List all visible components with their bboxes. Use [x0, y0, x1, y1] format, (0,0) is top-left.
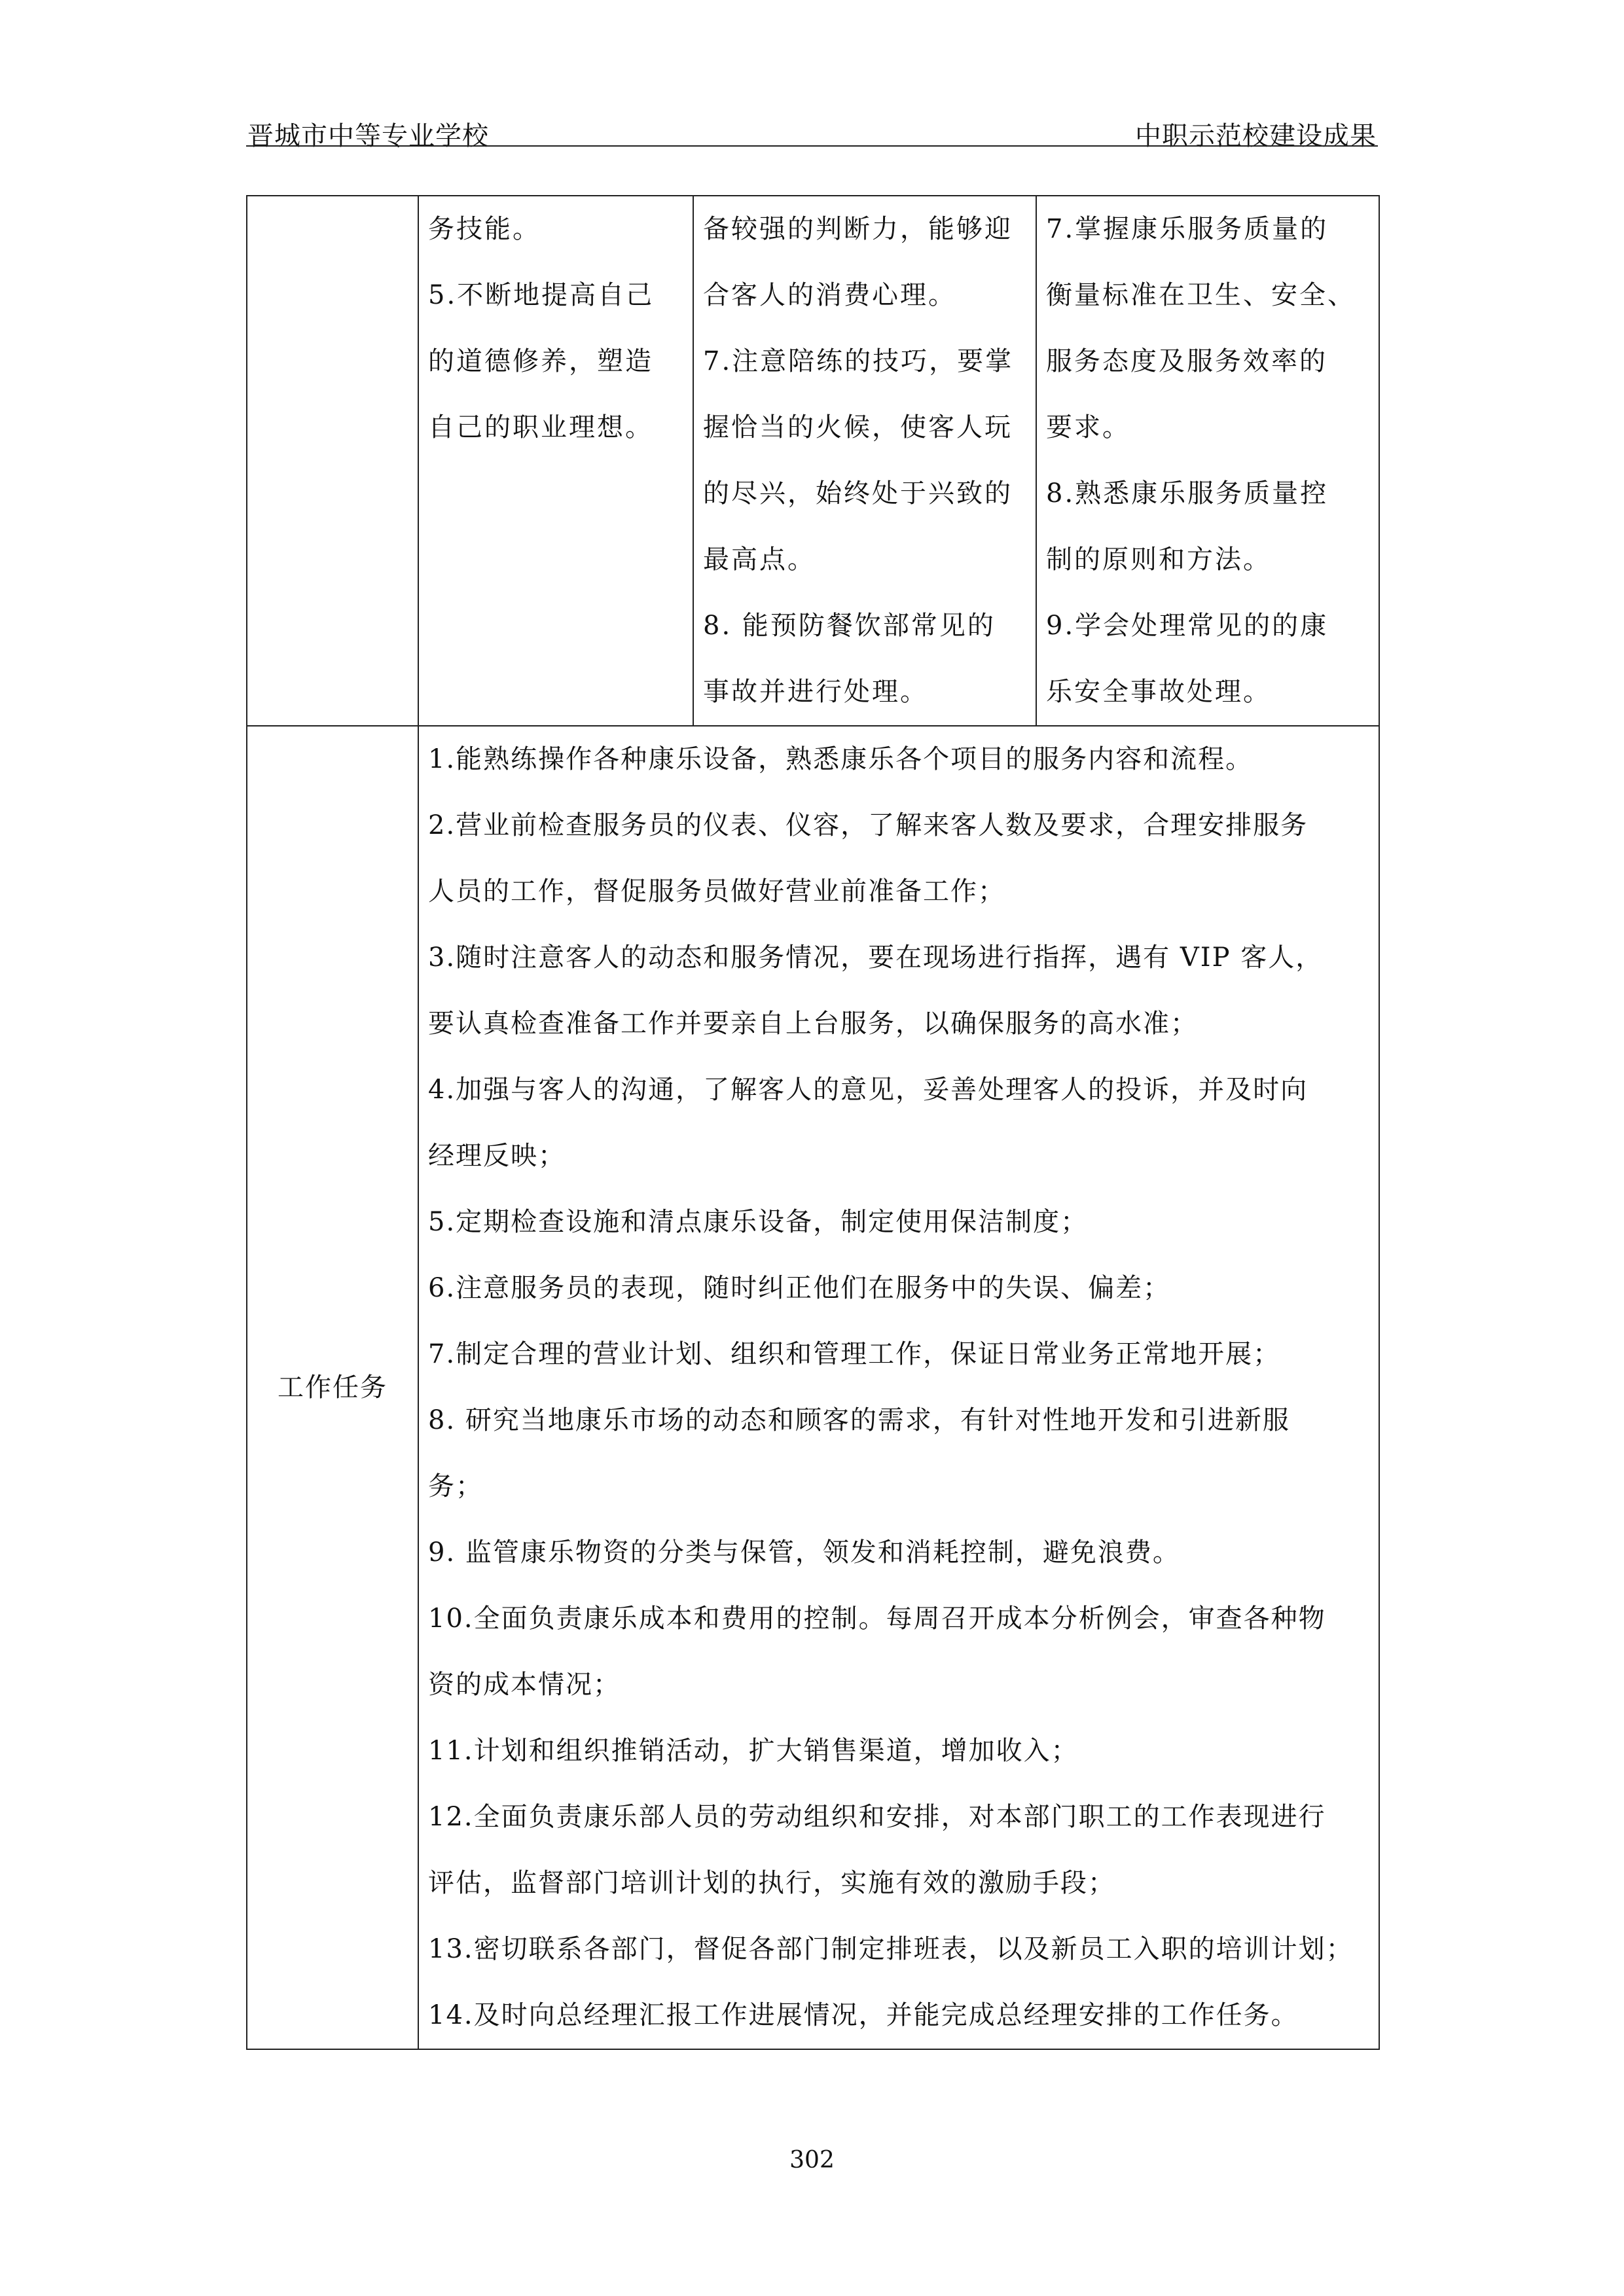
cell-line: 8.熟悉康乐服务质量控	[1046, 478, 1329, 509]
cell-line: 的尽兴，始终处于兴致的	[703, 478, 1013, 509]
task-line: 13.密切联系各部门，督促各部门制定排班表，以及新员工入职的培训计划；	[428, 1934, 1354, 1964]
abilities-cell	[693, 196, 1036, 726]
task-line: 评估，监督部门培训计划的执行，实施有效的激励手段；	[428, 1868, 1115, 1898]
header-school-name: 晋城市中等专业学校	[247, 121, 489, 151]
skills-cell	[418, 196, 693, 726]
cell-line: 服务态度及服务效率的	[1046, 346, 1327, 376]
cell-line: 事故并进行处理。	[703, 677, 928, 707]
cell-line: 要求。	[1046, 412, 1130, 442]
work-tasks-label: 工作任务	[247, 726, 418, 2049]
task-line: 6.注意服务员的表现，随时纠正他们在服务中的失误、偏差；	[428, 1273, 1171, 1303]
task-line: 1.能熟练操作各种康乐设备，熟悉康乐各个项目的服务内容和流程。	[428, 744, 1254, 774]
task-line: 10.全面负责康乐成本和费用的控制。每周召开成本分析例会，审查各种物	[428, 1604, 1326, 1634]
task-line: 9. 监管康乐物资的分类与保管，领发和消耗控制，避免浪费。	[428, 1537, 1180, 1568]
task-line: 要认真检查准备工作并要亲自上台服务，以确保服务的高水准；	[428, 1009, 1198, 1039]
cell-line: 的道德修养，塑造	[428, 346, 653, 376]
table-row	[247, 196, 1379, 726]
cell-line: 自己的职业理想。	[428, 412, 653, 442]
cell-line: 乐安全事故处理。	[1046, 677, 1271, 707]
cell-line: 握恰当的火候，使客人玩	[703, 412, 1013, 442]
content-table	[246, 195, 1380, 2050]
task-line: 7.制定合理的营业计划、组织和管理工作，保证日常业务正常地开展；	[428, 1339, 1281, 1369]
cell-line: 8. 能预防餐饮部常见的	[703, 611, 996, 641]
task-line: 4.加强与客人的沟通，了解客人的意见，妥善处理客人的投诉，并及时向	[428, 1075, 1308, 1105]
task-line: 资的成本情况；	[428, 1670, 621, 1700]
cell-line: 备较强的判断力，能够迎	[703, 214, 1013, 244]
task-line: 经理反映；	[428, 1141, 566, 1171]
cell-line: 合客人的消费心理。	[703, 280, 956, 310]
task-line: 12.全面负责康乐部人员的劳动组织和安排，对本部门职工的工作表现进行	[428, 1802, 1326, 1832]
task-line: 14.及时向总经理汇报工作进展情况，并能完成总经理安排的工作任务。	[428, 2000, 1299, 2030]
task-line: 5.定期检查设施和清点康乐设备，制定使用保洁制度；	[428, 1207, 1089, 1237]
header-document-title: 中职示范校建设成果	[1135, 121, 1377, 151]
task-line: 11.计划和组织推销活动，扩大销售渠道，增加收入；	[428, 1736, 1079, 1766]
page-number: 302	[789, 2147, 835, 2174]
task-line: 人员的工作，督促服务员做好营业前准备工作；	[428, 876, 1005, 906]
task-line: 务；	[428, 1471, 483, 1501]
cell-line: 制的原则和方法。	[1046, 545, 1271, 575]
task-line: 8. 研究当地康乐市场的动态和顾客的需求，有针对性地开发和引进新服	[428, 1405, 1290, 1435]
row-label-cell	[247, 196, 418, 726]
cell-line: 5.不断地提高自己	[428, 280, 655, 310]
task-line: 3.随时注意客人的动态和服务情况，要在现场进行指挥，遇有 VIP 客人，	[428, 942, 1324, 973]
task-line: 2.营业前检查服务员的仪表、仪容，了解来客人数及要求，合理安排服务	[428, 810, 1308, 840]
work-tasks-cell	[418, 726, 1379, 2049]
cell-line: 务技能。	[428, 214, 541, 244]
cell-line: 9.学会处理常见的的康	[1046, 611, 1329, 641]
cell-line: 衡量标准在卫生、安全、	[1046, 280, 1356, 310]
cell-line: 7.注意陪练的技巧，要掌	[703, 346, 1014, 376]
header-divider	[246, 145, 1378, 147]
table-row	[247, 726, 1379, 2049]
cell-line: 7.掌握康乐服务质量的	[1046, 214, 1329, 244]
cell-line: 最高点。	[703, 545, 816, 575]
knowledge-cell	[1036, 196, 1379, 726]
